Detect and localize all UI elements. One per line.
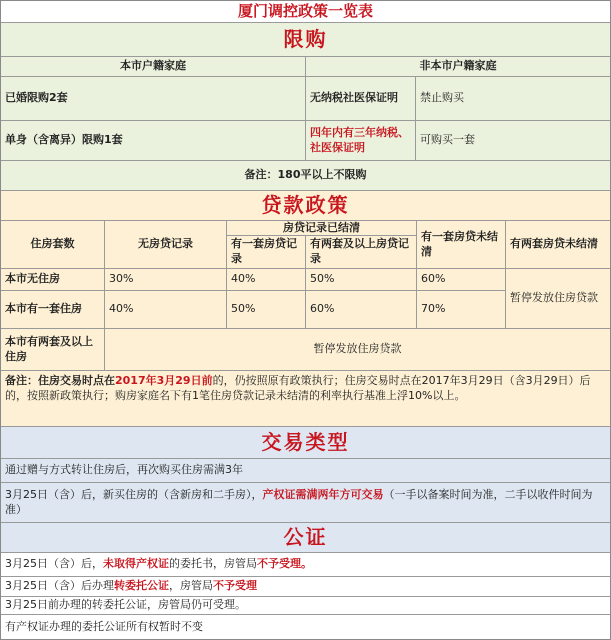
text: ，房管局 [169,579,213,593]
note-pre: 备注：住房交易时点在 [5,374,115,387]
married-limit: 已婚限购2套 [1,77,306,120]
no-tax-result: 禁止购买 [420,91,464,105]
cell-one-unsettled: 60% [417,269,506,291]
single-limit: 单身（含离异）限购1套 [1,121,306,160]
cell-no-loan: 40% [105,291,227,329]
hdr-cleared: 房贷记录已结清 [227,221,417,236]
loan-header-row [1,221,610,269]
cell-one-unsettled: 70% [417,291,506,329]
hdr-two-cleared: 有两套及以上房贷记录 [306,236,417,268]
notary-heading: 公证 [283,525,328,549]
text-red: 不予受理。 [257,557,312,571]
purchase-heading-row [1,23,610,57]
local-household-header: 本市户籍家庭 [1,57,306,76]
nonlocal-household-header: 非本市户籍家庭 [419,59,497,73]
text-red: 转委托公证 [114,579,169,593]
text-red: 不予受理 [213,579,257,593]
cell-two-cleared: 50% [306,269,417,291]
notary-line-1 [1,553,610,576]
cell-one-cleared: 40% [227,269,306,291]
tax-proof-condition: 四年内有三年纳税、社医保证明 [306,121,416,160]
suspended-right: 暂停发放住房贷款 [506,269,610,329]
hdr-no-loan: 无房贷记录 [105,221,227,268]
loan-heading: 贷款政策 [261,193,350,217]
notary-row [1,597,610,615]
text: 3月25日（含）后， [5,557,103,571]
purchase-note-row [1,161,610,191]
hdr-units: 住房套数 [1,221,105,268]
row-label: 本市有一套住房 [1,291,105,329]
cert-pre: 3月25日（含）后，新买住房的（含新房和二手房）， [5,487,263,501]
loan-note [1,371,610,426]
suspended-loans: 暂停发放住房贷款 [313,342,402,356]
notary-row [1,577,610,597]
gift-rule: 通过赠与方式转让住房后，再次购买住房需满3年 [5,463,243,477]
note-date: 2017年3月29日前 [115,374,213,387]
hdr-one-unsettled: 有一套房贷未结清 [417,221,506,268]
row-label: 本市无住房 [1,269,105,291]
tax-proof-result: 可购买一套 [420,133,475,147]
text-red: 未取得产权证 [103,557,169,571]
cert-post: （一手以备案时间为准，二手以收件时间为准） [5,487,593,516]
notary-line-3: 3月25日前办理的转委托公证，房管局仍可受理。 [5,598,246,612]
note-post: 的，仍按照原有政策执行；住房交易时点在2017年3月29日（含3月29日）后的，按照新政策执行；购房家庭名下有1笔住房贷款记录未结清的利率执行基准上浮10%以上。 [5,374,591,402]
text: 3月25日（含）后办理 [5,579,114,593]
cert-red: 产权证需满两年方可交易 [262,487,384,501]
row-label: 本市有两套及以上住房 [1,329,105,370]
trade-row-cert [1,483,610,523]
notary-row [1,553,610,577]
notary-line-4: 有产权证办理的委托公证所有权暂时不变 [5,619,203,633]
page-title: 厦门调控政策一览表 [237,2,373,21]
cell-no-loan: 30% [105,269,227,291]
hdr-one-cleared: 有一套房贷记录 [227,236,306,268]
loan-note-row [1,371,610,427]
trade-heading: 交易类型 [261,430,350,454]
cell-one-cleared: 50% [227,291,306,329]
purchase-row-single [1,121,610,161]
title-row [1,1,610,23]
loan-row-three [1,329,610,371]
trade-heading-row [1,427,610,459]
no-tax-proof: 无纳税社医保证明 [306,77,416,120]
purchase-note: 备注：180平以上不限购 [244,168,367,182]
notary-heading-row [1,523,610,553]
purchase-row-married [1,77,610,121]
purchase-header-row [1,57,610,77]
cell-two-cleared: 60% [306,291,417,329]
trade-row-gift [1,459,610,483]
notary-row [1,615,610,639]
loan-heading-row [1,191,610,221]
hdr-two-unsettled: 有两套房贷未结清 [510,237,598,251]
cert-rule [1,483,610,522]
text: 的委托书，房管局 [169,557,257,571]
purchase-heading: 限购 [283,27,328,51]
notary-line-2 [1,577,610,596]
